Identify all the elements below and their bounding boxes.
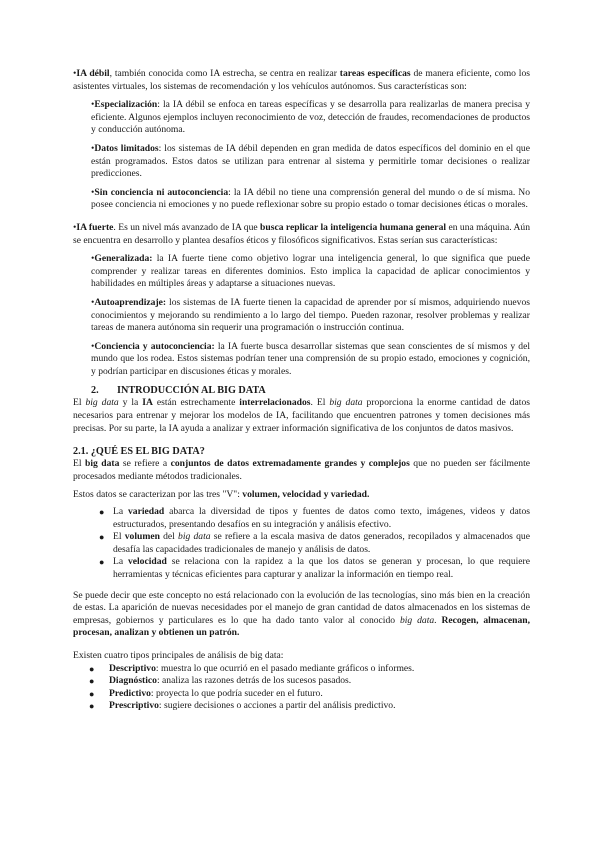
- emphasis: big data: [85, 458, 120, 470]
- text: la IA fuerte busca desarrollar sistemas que sean conscientes de sí mismos y del mundo que los rodea. Estos sistemas podrían tener una comprensión de su propio estado, emociones y cognición, y podrían participar en discusiones éticas y morales.: [91, 340, 530, 377]
- bullet: •: [91, 253, 95, 265]
- ia-fuerte-paragraph: [73, 222, 530, 247]
- list-item: [89, 688, 530, 701]
- bullet: ●: [89, 676, 95, 687]
- ia-debil-item-3: [91, 187, 530, 212]
- text: El: [73, 458, 86, 470]
- term: Autoaprendizaje:: [94, 296, 167, 308]
- emphasis: tareas específicas: [339, 68, 411, 79]
- text: : muestra lo que ocurrió en el pasado mediante gráficos o informes.: [155, 662, 415, 674]
- text: se refiere a: [119, 458, 171, 470]
- bullet: •: [91, 186, 95, 198]
- bullet: ●: [99, 507, 105, 518]
- text: proporciona la enorme cantidad de datos necesarios para entrenar y mejorar los modelos de IA, facilitando que encuentren patrones y tomen decisiones más precisas. Por su parte, la IA ayuda a analizar y extraer información significativa de los conjuntos de datos masivos.: [73, 397, 530, 434]
- bullet: •: [91, 296, 95, 308]
- text: : la IA débil no tiene una comprensión general del mundo o de sí misma. No posee conciencia ni emociones y no puede reflexionar sobre su propio estado o tomar decisiones éticas o morales.: [91, 186, 530, 211]
- text: : sugiere decisiones o acciones a partir del análisis predictivo.: [158, 700, 396, 712]
- text: La: [113, 506, 128, 518]
- list-item: [89, 663, 530, 676]
- italic: big data: [329, 397, 363, 409]
- term: Descriptivo: [109, 662, 156, 674]
- text: : los sistemas de IA débil dependen en gran medida de datos específicos del dominio en el que están programados. Estos datos se utilizan para entrenar al sistema y permitirle tomar decisiones o realizar predicciones.: [91, 142, 530, 180]
- term: Predictivo: [109, 687, 151, 699]
- bullet: ●: [89, 688, 95, 699]
- ia-debil-paragraph: [73, 68, 530, 93]
- emphasis: variedad: [127, 506, 165, 518]
- bullet: ●: [99, 557, 105, 568]
- italic: big data: [178, 531, 211, 543]
- bullet: ●: [89, 701, 95, 712]
- section-2-heading: [73, 384, 530, 397]
- bullet: ●: [99, 532, 105, 543]
- text: La: [113, 556, 128, 568]
- text: se relaciona con la rapidez a la que los datos se generan y procesan, lo que requiere herramientas y técnicas eficientes para capturar y analizar la información en tiempo real.: [113, 556, 530, 580]
- bullet: •: [73, 221, 77, 233]
- concept-paragraph: [73, 590, 530, 640]
- text: El: [73, 397, 86, 409]
- text: .: [434, 614, 442, 626]
- term: IA débil: [76, 68, 110, 79]
- text: Se puede decir que este concepto no está relacionado con la evolución de las tecnologías, sino más bien en la creación de estas. La aparición de nuevas necesidades por el manejo de gran cantidad de datos almacenados en los sistemas de empresas, gobiernos y particulares es lo que ha dado tanto valor al conocido: [73, 589, 530, 626]
- text: : proyecta lo que podría suceder en el futuro.: [150, 687, 323, 699]
- emphasis: volumen: [124, 531, 160, 543]
- bullet: •: [91, 99, 95, 111]
- three-vs-list: [73, 506, 530, 582]
- text: que no pueden ser fácilmente procesados mediante métodos tradicionales.: [73, 458, 530, 482]
- text: los sistemas de IA fuerte tienen la capacidad de aprender por sí mismos, adquiriendo nuevos conocimientos y mejorando su rendimiento a lo largo del tiempo. Pueden razonar, resolver problemas y realizar tareas de manera autónoma sin requerir una programación o instrucción continua.: [91, 296, 530, 334]
- emphasis: volumen, velocidad y variedad.: [242, 489, 370, 501]
- italic: big data: [85, 397, 119, 409]
- text: : analiza las razones detrás de los sucesos pasados.: [156, 675, 352, 687]
- bullet: ●: [89, 663, 95, 674]
- text: del: [159, 531, 179, 543]
- bullet: •: [91, 340, 95, 352]
- text: Estos datos se caracterizan por las tres "V":: [73, 489, 243, 501]
- text: El: [113, 531, 125, 543]
- term: Datos limitados: [94, 142, 159, 154]
- italic: big data: [399, 614, 435, 626]
- emphasis: busca replicar la inteligencia humana general: [260, 221, 447, 233]
- analysis-types-list: [73, 663, 530, 713]
- text: están estrechamente: [152, 397, 240, 409]
- list-item: [89, 675, 530, 688]
- term: Conciencia y autoconciencia:: [94, 340, 215, 352]
- ia-debil-item-1: [91, 99, 530, 137]
- emphasis: conjuntos de datos extremadamente grandes y complejos: [170, 458, 410, 470]
- emphasis: velocidad: [127, 556, 167, 568]
- section-2-1-heading: 2.1. ¿QUÉ ES EL BIG DATA?: [73, 446, 205, 458]
- text: . El: [310, 397, 330, 409]
- text: : la IA débil se enfoca en tareas específicas y se desarrolla para realizarlas de manera precisa y eficiente. Algunos ejemplos incluyen reconocimiento de voz, detección de fraudes, recomendaciones de productos y conducción autónoma.: [91, 99, 530, 136]
- bullet: •: [91, 142, 95, 154]
- list-item: [89, 700, 530, 713]
- text: se refiere a la escala masiva de datos generados, recopilados y almacenados que desafía las capacidades tradicionales de manejo y análisis de datos.: [113, 531, 530, 555]
- analysis-types-intro: Existen cuatro tipos principales de análisis de big data:: [73, 649, 284, 661]
- section-2-paragraph: [73, 397, 530, 435]
- term: Sin conciencia ni autoconciencia: [94, 186, 229, 198]
- text: y la: [118, 397, 143, 409]
- text: de manera eficiente, como los asistentes virtuales, los sistemas de recomendación y los vehículos autónomos. Sus características son:: [73, 68, 531, 92]
- ia-debil-item-2: [91, 143, 530, 181]
- text: , también conocida como IA estrecha, se centra en realizar: [109, 68, 340, 79]
- emphasis: interrelacionados: [239, 397, 311, 409]
- section-title: INTRODUCCIÓN AL BIG DATA: [117, 385, 266, 397]
- text: en una máquina. Aún se encuentra en desarrollo y plantea desafíos éticos y filosóficos significativos. Estas serían sus características:: [73, 221, 531, 246]
- ia-fuerte-item-3: [91, 341, 530, 379]
- text: la IA fuerte tiene como objetivo lograr una inteligencia general, lo que significa que puede comprender y realizar tareas en diferentes dominios. Esto implica la capacidad de aplicar conocimientos y habilidades en múltiples áreas y adaptarse a situaciones nuevas.: [91, 253, 530, 290]
- term: Diagnóstico: [109, 675, 157, 687]
- bullet: •: [73, 68, 77, 79]
- term: Especialización: [94, 99, 158, 111]
- big-data-definition: [73, 458, 530, 483]
- term: Prescriptivo: [109, 700, 159, 712]
- list-item: [99, 506, 530, 531]
- emphasis: IA: [142, 397, 153, 409]
- term: Generalizada:: [94, 253, 153, 265]
- text: . Es un nivel más avanzado de IA que: [113, 221, 261, 233]
- text: abarca la diversidad de tipos y fuentes de datos como texto, imágenes, videos y datos estructurados, presentando desafíos en su integración y análisis efectivo.: [113, 506, 530, 530]
- ia-fuerte-item-2: [91, 297, 530, 335]
- term: IA fuerte: [76, 221, 114, 233]
- ia-fuerte-item-1: [91, 253, 530, 291]
- emphasis: Recogen, almacenan, procesan, analizan y obtienen un patrón.: [73, 614, 530, 639]
- list-item: [99, 531, 530, 556]
- section-number: 2.: [91, 385, 99, 397]
- list-item: [99, 556, 530, 581]
- three-vs-intro: [73, 489, 530, 502]
